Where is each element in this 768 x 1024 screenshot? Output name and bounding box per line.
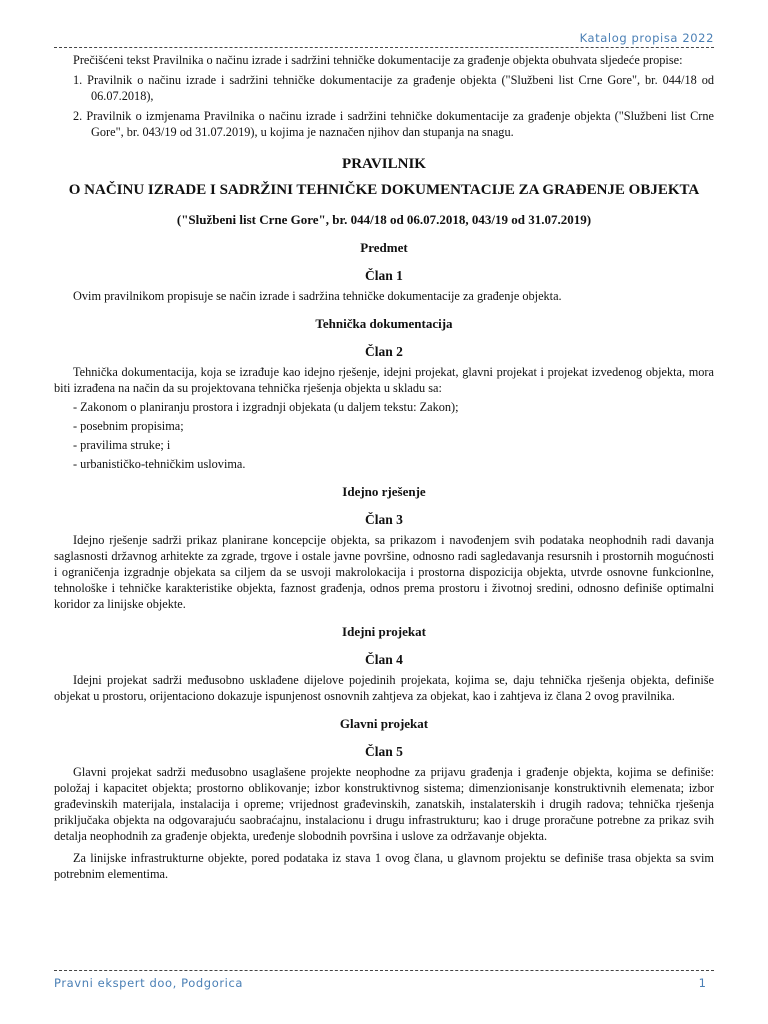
article-2-item-1: - Zakonom o planiranju prostora i izgradnji objekata (u daljem tekstu: Zakon); (73, 400, 459, 414)
catalog-header: Katalog propisa 2022 (579, 31, 714, 45)
article-4-heading: Član 4 (365, 652, 403, 667)
document-subtitle: O NAČINU IZRADE I SADRŽINI TEHNIČKE DOKUMENTACIJE ZA GRAĐENJE OBJEKTA (68, 182, 700, 198)
header-divider (54, 47, 714, 48)
publisher-footer: Pravni ekspert doo, Podgorica (54, 976, 244, 990)
article-2-item-3: - pravilima struke; i (73, 438, 171, 452)
section-heading-glavni: Glavni projekat (339, 716, 429, 731)
page-number: 1 (698, 976, 706, 990)
article-1-text: Ovim pravilnikom propisuje se način izrade i sadržina tehničke dokumentacije za građenje objekta. (73, 289, 562, 303)
intro-text: Prečišćeni tekst Pravilnika o načinu izrade i sadržini tehničke dokumentacije za građenje objekta obuhvata sljedeće propise: (73, 53, 683, 67)
section-heading-idejni: Idejni projekat (342, 624, 426, 639)
article-5-paragraph-1: Glavni projekat sadrži međusobno usaglašene projekte neophodne za prijavu građenja i građenje objekta, kojima se definiše: položaj i kapacitet objekta; prostorno oblikovanje; izbor konstruktivnog sistema; dimenzionisanje konstruktivnih elemenata; izbor građevinskih materijala, instalacija i opreme; vrijednost građevinskih, zanatskih, instalaterskih i drugih radova; tehnička rješenja priključaka objekta na odgovarajuću saobraćajnu, instalacionu i drugu infrastrukturu; kao i druge proračune potrebne za prikaz svih detalja neophodnih za građenje objekta, uređenje slobodnih površina i uslove za održavanje objekta. (54, 765, 714, 843)
section-heading-tehnicka: Tehnička dokumentacija (315, 316, 453, 331)
intro-item-2: 2. Pravilnik o izmjenama Pravilnika o načinu izrade i sadržini tehničke dokumentacije za građenje objekta ("Službeni list Crne Gore", br. 043/19 od 31.07.2019), u kojima je naznačen njihov dan stupanja na snagu. (73, 109, 714, 139)
section-heading-predmet: Predmet (360, 240, 408, 255)
article-2-item-4: - urbanističko-tehničkim uslovima. (73, 457, 246, 471)
article-4-text: Idejni projekat sadrži međusobno usklađene dijelove pojedinih projekata, kojima se, daju tehnička rješenja objekta, definiše objekat u prostoru, orijentaciono dokazuje ispunjenost osnovnih zahtjeva za objekat, kao i zahtjeva iz člana 2 ovog pravilnika. (54, 673, 714, 703)
article-3-text: Idejno rješenje sadrži prikaz planirane koncepcije objekta, sa prikazom i navođenjem svih podataka neophodnih radi davanja saglasnosti državnog arhitekte za zgrade, trgove i ostale javne površine, odnosno radi sagledavanja resursnih i prostornih mogućnosti i ograničenja izgradnje objekata sa ciljem da se usvoji makrolokacija i prostorna dispozicija objekta, utvrde osnovne funkcionlne, tehnološke i tehničke karakteristike objekta, faznost građenja, odnos prema prostoru i životnoj sredini, odnosno definiše optimalni koridor za linijske objekte. (54, 533, 714, 611)
gazette-reference: ("Službeni list Crne Gore", br. 044/18 od 06.07.2018, 043/19 od 31.07.2019) (176, 212, 592, 227)
article-1-heading: Član 1 (365, 268, 403, 283)
article-2-text: Tehnička dokumentacija, koja se izrađuje kao idejno rješenje, idejni projekat, glavni projekat i projekat izvedenog objekta, mora biti izrađena na način da su projektovana tehnička rješenja objekta u skladu sa: (54, 365, 714, 395)
article-5-heading: Član 5 (365, 744, 403, 759)
article-3-heading: Član 3 (365, 512, 403, 527)
intro-item-1: 1. Pravilnik o načinu izrade i sadržini tehničke dokumentacije za građenje objekta ("Službeni list Crne Gore", br. 044/18 od 06.07.2018), (73, 73, 714, 103)
section-heading-idejno: Idejno rješenje (342, 484, 426, 499)
document-title: PRAVILNIK (342, 156, 426, 172)
article-2-heading: Član 2 (365, 344, 403, 359)
article-2-item-2: - posebnim propisima; (73, 419, 184, 433)
footer-divider (54, 970, 714, 971)
document-body (54, 52, 714, 882)
article-5-paragraph-2: Za linijske infrastrukturne objekte, pored podataka iz stava 1 ovog člana, u glavnom projektu se definiše trasa objekta sa svim potrebnim elementima. (54, 851, 714, 881)
